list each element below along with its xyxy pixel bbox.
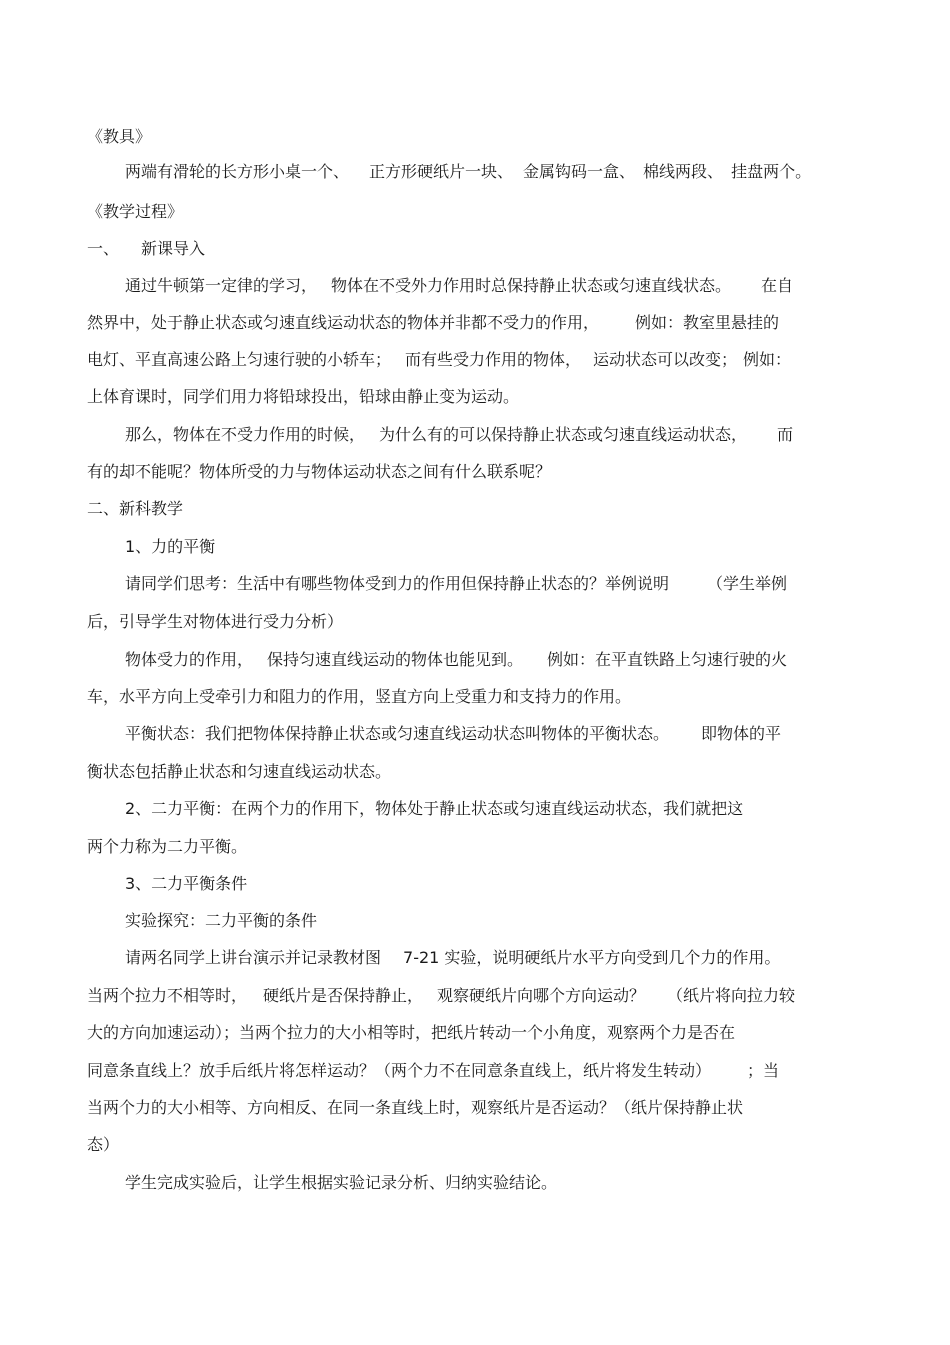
paragraph-line: 同意条直线上？放手后纸片将怎样运动？（两个力不在同意条直线上，纸片将发生转动） ；当 xyxy=(87,1061,780,1080)
paragraph-line: 车，水平方向上受牵引力和阻力的作用，竖直方向上受重力和支持力的作用。 xyxy=(87,687,632,706)
paragraph-line: 当两个力的大小相等、方向相反、在同一条直线上时，观察纸片是否运动？（纸片保持静止状 xyxy=(87,1098,744,1117)
paragraph-line: 请两名同学上讲台演示并记录教材图 7-21 实验，说明硬纸片水平方向受到几个力的作用。 xyxy=(125,948,781,967)
paragraph-line: 那么，物体在不受力作用的时候， 为什么有的可以保持静止状态或匀速直线运动状态， 而 xyxy=(125,425,794,444)
paragraph-line: 电灯、平直高速公路上匀速行驶的小轿车； 而有些受力作用的物体， 运动状态可以改变； 例如： xyxy=(87,350,792,369)
paragraph-line: 后，引导学生对物体进行受力分析） xyxy=(87,612,344,631)
teaching-process-heading: 《教学过程》 xyxy=(87,202,184,221)
paragraph-line: 2、二力平衡：在两个力的作用下，物体处于静止状态或匀速直线运动状态，我们就把这 xyxy=(125,799,744,818)
paragraph-line: 两个力称为二力平衡。 xyxy=(87,837,248,856)
paragraph-line: 然界中，处于静止状态或匀速直线运动状态的物体并非都不受力的作用， 例如：教室里悬挂的 xyxy=(87,313,780,332)
teaching-aids-list: 两端有滑轮的长方形小桌一个、 正方形硬纸片一块、 金属钩码一盒、 棉线两段、 挂盘两个。 xyxy=(125,162,812,181)
paragraph-line: 请同学们思考：生活中有哪些物体受到力的作用但保持静止状态的？举例说明 （学生举例 xyxy=(125,574,788,593)
section-heading: 3、二力平衡条件 xyxy=(125,874,248,893)
paragraph-line: 衡状态包括静止状态和匀速直线运动状态。 xyxy=(87,762,392,781)
part-one-heading: 一、 新课导入 xyxy=(87,239,206,258)
paragraph-line: 有的却不能呢？物体所受的力与物体运动状态之间有什么联系呢？ xyxy=(87,462,552,481)
paragraph-line: 上体育课时，同学们用力将铅球投出，铅球由静止变为运动。 xyxy=(87,387,520,406)
part-two-heading: 二、新科教学 xyxy=(87,499,184,518)
paragraph-line: 大的方向加速运动）；当两个拉力的大小相等时，把纸片转动一个小角度，观察两个力是否在 xyxy=(87,1023,736,1042)
paragraph-line: 态） xyxy=(87,1135,120,1154)
paragraph-line: 学生完成实验后，让学生根据实验记录分析、归纳实验结论。 xyxy=(125,1173,558,1192)
section-heading: 1、力的平衡 xyxy=(125,537,216,556)
teaching-aids-heading: 《教具》 xyxy=(87,127,152,146)
paragraph-line: 物体受力的作用， 保持匀速直线运动的物体也能见到。 例如：在平直铁路上匀速行驶的火 xyxy=(125,650,788,669)
paragraph-line: 通过牛顿第一定律的学习， 物体在不受外力作用时总保持静止状态或匀速直线状态。 在自 xyxy=(125,276,794,295)
paragraph-line: 当两个拉力不相等时， 硬纸片是否保持静止， 观察硬纸片向哪个方向运动？ （纸片将向拉力较 xyxy=(87,986,796,1005)
paragraph-line: 平衡状态：我们把物体保持静止状态或匀速直线运动状态叫物体的平衡状态。 即物体的平 xyxy=(125,724,782,743)
experiment-heading: 实验探究：二力平衡的条件 xyxy=(125,911,318,930)
